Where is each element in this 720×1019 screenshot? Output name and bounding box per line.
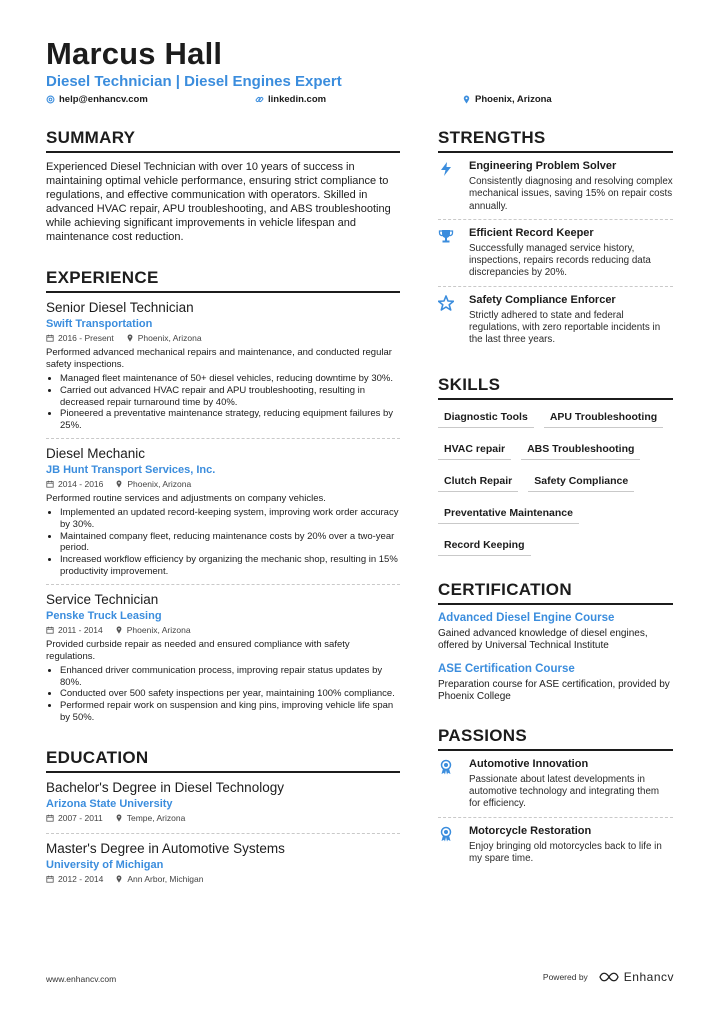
linkedin-text: linkedin.com	[268, 94, 327, 105]
certification-item	[438, 663, 673, 704]
job-description: Performed advanced mechanical repairs and maintenance, and conducted regular safety inspections.	[46, 347, 392, 370]
job-bullet: • Implemented an updated record-keeping system, improving work order accuracy by 30%.	[60, 507, 400, 531]
email-text: help@enhancv.com	[59, 94, 148, 105]
school-name: Arizona State University	[46, 797, 173, 810]
contact-location	[462, 94, 552, 105]
skill-tag: Diagnostic Tools	[438, 407, 534, 428]
summary-text: Experienced Diesel Technician with over 10 years of success in maintaining optimal vehicle performance, ensuring strict compliance to regulations, and effective communication with operators. Skilled in advanced HVAC repair, APU troubleshooting, and ABS troubleshooting while achieving significant improvements in vehicle lifespan and maintenance cost reduction.	[46, 161, 391, 243]
education-dates: 2007 - 2011	[58, 812, 103, 823]
education-entry	[46, 841, 400, 894]
calendar-icon	[46, 875, 54, 883]
brand-logo[interactable]	[598, 970, 674, 984]
resume-name: Marcus Hall	[46, 36, 223, 71]
job-location: Phoenix, Arizona	[137, 333, 202, 343]
job-bullets	[46, 665, 400, 724]
job-dates: 2014 - 2016	[58, 478, 104, 489]
star-icon	[438, 295, 454, 311]
job-bullet: • Performed repair work on suspension and king pins, improving vehicle life span by 50%.	[60, 700, 400, 724]
brand-name: Enhancv	[623, 970, 674, 984]
strengths-heading: STRENGTHS	[438, 128, 673, 153]
education-meta	[46, 813, 400, 823]
experience-entry	[46, 300, 400, 439]
job-meta	[46, 479, 400, 489]
certification-heading: CERTIFICATION	[438, 580, 673, 605]
skills-heading: SKILLS	[438, 375, 673, 400]
experience-entry	[46, 592, 400, 730]
link-icon	[255, 95, 264, 104]
degree-title: Master's Degree in Automotive Systems	[46, 840, 285, 856]
experience-heading: EXPERIENCE	[46, 268, 400, 293]
skill-tag: HVAC repair	[438, 439, 511, 460]
resume-title: Diesel Technician | Diesel Engines Expert	[46, 73, 342, 90]
strength-desc: Strictly adhered to state and federal regulations, with zero reportable incidents in the last three years.	[469, 309, 661, 346]
location-pin-icon	[462, 95, 471, 104]
skill-tag: Preventative Maintenance	[438, 503, 579, 524]
education-heading: EDUCATION	[46, 748, 400, 773]
footer-website[interactable]: www.enhancv.com	[46, 974, 117, 984]
calendar-icon	[46, 480, 54, 488]
contact-bar	[46, 94, 676, 108]
job-dates: 2011 - 2014	[58, 624, 103, 635]
badge-icon	[438, 759, 454, 775]
strength-title: Efficient Record Keeper	[469, 226, 594, 239]
passion-desc: Passionate about latest developments in automotive technology and integrating them for efficiency.	[469, 773, 660, 810]
degree-title: Bachelor's Degree in Diesel Technology	[46, 779, 284, 795]
job-location: Phoenix, Arizona	[127, 478, 192, 489]
job-bullets	[46, 373, 400, 432]
certification-desc: Preparation course for ASE certification, provided by Phoenix College	[438, 678, 670, 703]
education-entry	[46, 780, 400, 834]
contact-email[interactable]	[46, 94, 148, 105]
location-pin-icon	[115, 875, 123, 883]
job-bullet: • Enhanced driver communication process, improving repair status updates by 80%.	[60, 665, 400, 689]
right-column	[438, 128, 673, 878]
certification-desc: Gained advanced knowledge of diesel engines, offered by Universal Technical Institute	[438, 627, 648, 652]
passion-title: Automotive Innovation	[469, 757, 589, 770]
job-company: JB Hunt Transport Services, Inc.	[46, 463, 216, 476]
job-location: Phoenix, Arizona	[126, 624, 191, 635]
passion-item	[438, 825, 673, 872]
left-column	[46, 128, 400, 901]
calendar-icon	[46, 626, 54, 634]
strength-desc: Successfully managed service history, inspections, repairs records reducing data discrepancies by 20%.	[469, 242, 651, 279]
calendar-icon	[46, 814, 54, 822]
job-role: Service Technician	[46, 591, 159, 607]
job-bullet: • Conducted over 500 safety inspections per year, maintaining 100% compliance.	[60, 688, 400, 700]
skills-list	[438, 407, 673, 556]
education-dates: 2012 - 2014	[58, 873, 104, 884]
school-name: University of Michigan	[46, 858, 164, 871]
skill-tag: ABS Troubleshooting	[521, 439, 640, 460]
strength-item	[438, 227, 673, 287]
job-description: Provided curbside repair as needed and ensured compliance with safety regulations.	[46, 638, 350, 662]
passion-title: Motorcycle Restoration	[469, 824, 592, 837]
job-dates: 2016 - Present	[58, 333, 114, 343]
skill-tag: Safety Compliance	[528, 471, 634, 492]
strength-item	[438, 160, 673, 220]
certification-title: ASE Certification Course	[438, 662, 575, 675]
job-role: Diesel Mechanic	[46, 445, 146, 461]
job-description: Performed routine services and adjustments on company vehicles.	[46, 492, 326, 504]
education-meta	[46, 874, 400, 884]
enhancv-logo-icon	[598, 971, 620, 983]
job-role: Senior Diesel Technician	[46, 300, 194, 315]
footer-branding	[543, 970, 674, 984]
location-pin-icon	[126, 334, 134, 342]
job-meta	[46, 625, 400, 635]
job-company: Swift Transportation	[46, 318, 153, 330]
job-bullet: • Managed fleet maintenance of 50+ diesel vehicles, reducing downtime by 30%.	[60, 373, 400, 385]
at-icon	[46, 95, 55, 104]
job-bullets	[46, 507, 400, 578]
job-bullet: • Carried out advanced HVAC repair and APU troubleshooting, resulting in decreased repair turnaround time by 40%.	[60, 385, 400, 409]
skill-tag: Record Keeping	[438, 535, 531, 556]
certification-title: Advanced Diesel Engine Course	[438, 611, 615, 624]
passion-item	[438, 758, 673, 818]
job-bullet: • Pioneered a preventative maintenance strategy, reducing equipment failures by 25%.	[60, 408, 400, 432]
summary-heading: SUMMARY	[46, 128, 400, 153]
strength-title: Engineering Problem Solver	[469, 160, 617, 172]
location-text: Phoenix, Arizona	[475, 94, 552, 105]
experience-entry	[46, 446, 400, 585]
lightning-icon	[438, 161, 454, 177]
strength-title: Safety Compliance Enforcer	[469, 293, 616, 306]
certification-item	[438, 612, 673, 653]
job-bullet: • Increased workflow efficiency by organizing the mechanic shop, resulting in 15% productivity improvement.	[60, 554, 400, 578]
location-pin-icon	[115, 626, 123, 634]
strength-item	[438, 294, 673, 353]
passions-heading: PASSIONS	[438, 726, 673, 751]
badge-icon	[438, 826, 454, 842]
skill-tag: Clutch Repair	[438, 471, 518, 492]
contact-linkedin[interactable]	[255, 94, 326, 105]
location-pin-icon	[115, 814, 123, 822]
calendar-icon	[46, 334, 54, 342]
job-bullet: • Maintained company fleet, reducing maintenance costs by 20% over a two-year period.	[60, 531, 400, 555]
education-location: Tempe, Arizona	[126, 812, 186, 823]
passion-desc: Enjoy bringing old motorcycles back to life in my spare time.	[469, 840, 662, 864]
job-meta	[46, 333, 400, 343]
job-company: Penske Truck Leasing	[46, 609, 162, 622]
strength-desc: Consistently diagnosing and resolving complex mechanical issues, saving 15% on repair costs annually.	[469, 176, 673, 212]
location-pin-icon	[115, 480, 123, 488]
education-location: Ann Arbor, Michigan	[127, 873, 204, 884]
powered-by-text: Powered by	[542, 972, 588, 982]
skill-tag: APU Troubleshooting	[544, 407, 663, 428]
trophy-icon	[438, 228, 454, 244]
